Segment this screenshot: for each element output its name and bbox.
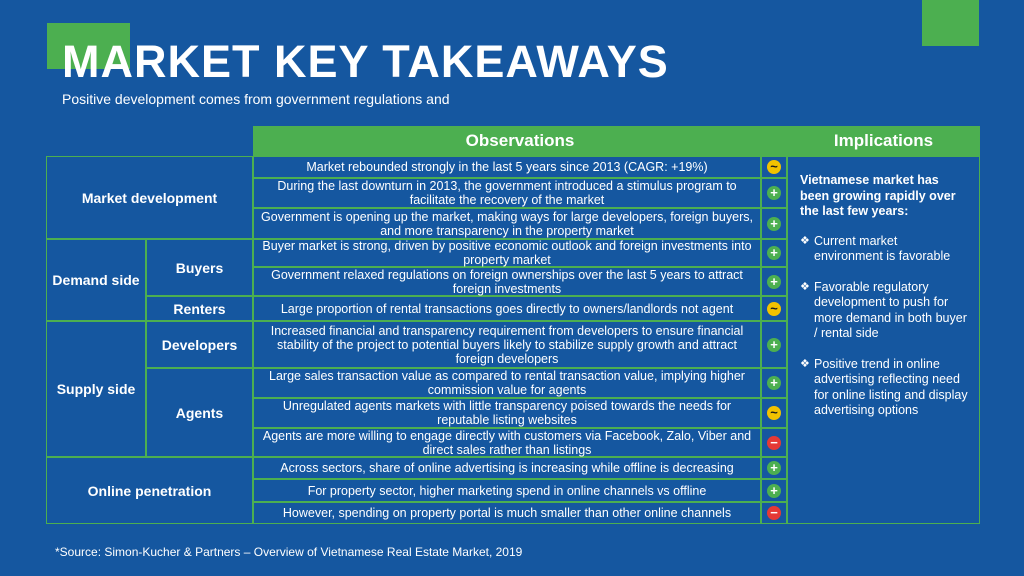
observation-row: Across sectors, share of online advertising is increasing while offline is decreasing xyxy=(253,457,761,479)
implication-text: Current market environment is favorable xyxy=(814,233,951,263)
observation-row: Government is opening up the market, making ways for large developers, foreign buyers, and more transparency in the property market xyxy=(253,208,761,239)
indicator-cell xyxy=(761,239,787,267)
plus-circle-icon: + xyxy=(767,338,781,352)
implication-text: Favorable regulatory development to push for more demand in both buyer / rental side xyxy=(814,279,967,340)
indicator-cell xyxy=(761,267,787,296)
minus-circle-icon: − xyxy=(767,506,781,520)
category-online-penetration: Online penetration xyxy=(46,457,253,524)
observation-row: Agents are more willing to engage directly with customers via Facebook, Zalo, Viber and direct sales rather than listings xyxy=(253,428,761,457)
indicator-cell xyxy=(761,208,787,239)
observation-row: During the last downturn in 2013, the government introduced a stimulus program to facilitate the recovery of the market xyxy=(253,178,761,208)
plus-circle-icon: + xyxy=(767,461,781,475)
implications-list xyxy=(800,234,969,419)
indicator-cell xyxy=(761,321,787,368)
source-note: *Source: Simon-Kucher & Partners – Overview of Vietnamese Real Estate Market, 2019 xyxy=(55,545,523,559)
observation-row: Large proportion of rental transactions goes directly to owners/landlords not agent xyxy=(253,296,761,321)
accent-square-top-right xyxy=(922,0,979,46)
plus-circle-icon: + xyxy=(767,186,781,200)
subcategory-buyers: Buyers xyxy=(146,239,253,296)
observation-row: Market rebounded strongly in the last 5 years since 2013 (CAGR: +19%) xyxy=(253,156,761,178)
implications-panel xyxy=(787,156,980,524)
indicator-cell xyxy=(761,178,787,208)
observation-row: Government relaxed regulations on foreign ownerships over the last 5 years to attract foreign investments xyxy=(253,267,761,296)
observation-row: Increased financial and transparency requirement from developers to ensure financial stability of the project to potential buyers likely to stabilize supply growth and attract foreign developers xyxy=(253,321,761,368)
subcategory-developers: Developers xyxy=(146,321,253,368)
implications-lead: Vietnamese market has been growing rapidly over the last few years: xyxy=(800,173,956,218)
plus-circle-icon: + xyxy=(767,484,781,498)
plus-circle-icon: + xyxy=(767,217,781,231)
diamond-bullet-icon: ❖ xyxy=(800,280,810,293)
tilde-circle-icon: ~ xyxy=(767,302,781,316)
plus-circle-icon: + xyxy=(767,275,781,289)
observation-row: Buyer market is strong, driven by positive economic outlook and foreign investments into property market xyxy=(253,239,761,267)
observation-row: Large sales transaction value as compared to rental transaction value, implying higher commission value for agents xyxy=(253,368,761,398)
indicator-cell xyxy=(761,479,787,502)
category-market-development: Market development xyxy=(46,156,253,239)
indicator-cell xyxy=(761,428,787,457)
implications-header: Implications xyxy=(787,126,980,156)
tilde-circle-icon: ~ xyxy=(767,160,781,174)
implication-item xyxy=(800,234,969,265)
tilde-circle-icon: ~ xyxy=(767,406,781,420)
indicator-cell xyxy=(761,502,787,524)
indicator-cell xyxy=(761,368,787,398)
observation-row: However, spending on property portal is much smaller than other online channels xyxy=(253,502,761,524)
indicator-cell xyxy=(761,457,787,479)
subcategory-renters: Renters xyxy=(146,296,253,321)
category-supply-side: Supply side xyxy=(46,321,146,457)
indicator-cell xyxy=(761,296,787,321)
observation-row: For property sector, higher marketing spend in online channels vs offline xyxy=(253,479,761,502)
plus-circle-icon: + xyxy=(767,246,781,260)
observation-row: Unregulated agents markets with little transparency poised towards the needs for reputable listing websites xyxy=(253,398,761,428)
implication-item xyxy=(800,280,969,342)
plus-circle-icon: + xyxy=(767,376,781,390)
slide-subtitle: Positive development comes from government regulations and xyxy=(62,91,450,107)
diamond-bullet-icon: ❖ xyxy=(800,234,810,247)
implication-item xyxy=(800,357,969,419)
indicator-cell xyxy=(761,398,787,428)
slide-title: MARKET KEY TAKEAWAYS xyxy=(62,36,669,87)
indicator-cell xyxy=(761,156,787,178)
diamond-bullet-icon: ❖ xyxy=(800,357,810,370)
subcategory-agents: Agents xyxy=(146,368,253,457)
category-demand-side: Demand side xyxy=(46,239,146,321)
implication-text: Positive trend in online advertising reflecting need for online listing and display advertising options xyxy=(814,356,968,417)
takeaways-table xyxy=(46,126,980,524)
observations-header: Observations xyxy=(253,126,787,156)
minus-circle-icon: − xyxy=(767,436,781,450)
